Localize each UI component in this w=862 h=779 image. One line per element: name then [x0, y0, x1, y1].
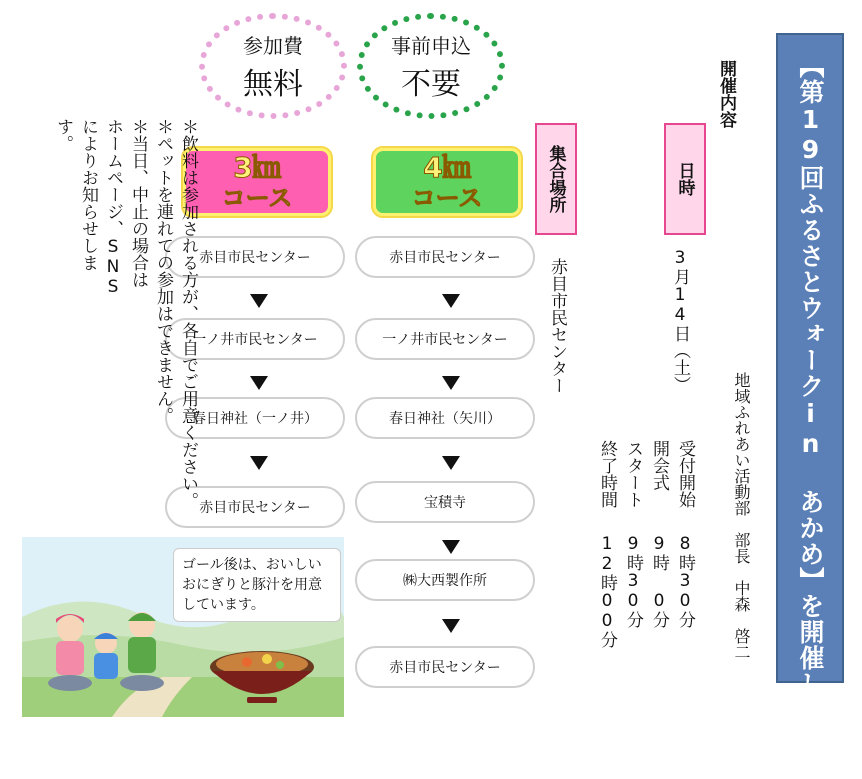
schedule-times	[594, 534, 698, 648]
course-4km-header	[373, 148, 521, 216]
schedule-time-start: 9時30分	[623, 534, 643, 628]
speech-bubble: ゴール後は、おいしい おにぎりと豚汁を用意 しています。	[173, 548, 341, 622]
schedule-time-end: 12時00分	[597, 534, 617, 648]
course-4km-stop: 赤目市民センター	[355, 646, 535, 688]
course-4km-distance: 4㎞	[423, 151, 471, 184]
schedule-labels	[594, 440, 698, 508]
registration-badge	[357, 13, 505, 119]
schedule-label-opening: 開会式	[649, 440, 669, 491]
down-arrow-icon	[442, 456, 460, 470]
fee-badge	[199, 13, 347, 119]
course-3km-stop: 赤目市民センター	[165, 236, 345, 278]
course-3km-distance: 3㎞	[233, 151, 281, 184]
course-4km-stop: ㈱大西製作所	[355, 559, 535, 601]
notes	[50, 118, 200, 528]
date-label-tag	[664, 123, 706, 235]
course-4km-stop: 赤目市民センター	[355, 236, 535, 278]
meeting-place-value: 赤目市民センター	[547, 258, 567, 394]
registration-badge-top: 事前申込	[391, 33, 471, 58]
down-arrow-icon	[250, 294, 268, 308]
registration-badge-bottom: 不要	[401, 66, 461, 102]
title-banner	[776, 33, 844, 779]
course-4km-stop: 宝積寺	[355, 481, 535, 523]
schedule-label-start: スタート	[623, 440, 643, 508]
down-arrow-icon	[442, 540, 460, 554]
note-cancellation: ＊当日、中止の場合はホームページ、SNSによりお知らせします。	[53, 118, 148, 297]
down-arrow-icon	[442, 619, 460, 633]
banner-title: 【第19回ふるさとウォークin あかめ】を開催します!	[796, 53, 825, 779]
schedule-time-opening: 9時 0分	[649, 534, 669, 628]
course-3km-label: コース	[221, 184, 293, 212]
course-4km-stop: 春日神社（矢川）	[355, 397, 535, 439]
date-label: 日時	[674, 162, 695, 196]
note-pets: ＊ペットを連れての参加はできません。	[153, 118, 173, 424]
down-arrow-icon	[250, 456, 268, 470]
meeting-place-label: 集合場所	[545, 145, 566, 213]
course-3km-header	[183, 148, 331, 216]
fee-badge-bottom: 無料	[243, 66, 303, 102]
down-arrow-icon	[442, 294, 460, 308]
down-arrow-icon	[442, 376, 460, 390]
organizer-signature: 地域ふれあい活動部 部長 中森 啓二	[732, 372, 751, 660]
fee-badge-top: 参加費	[243, 33, 303, 58]
schedule-label-reception: 受付開始	[675, 440, 695, 508]
course-4km-stop: 一ノ井市民センター	[355, 318, 535, 360]
course-3km-stop: 一ノ井市民センター	[165, 318, 345, 360]
course-3km-stop: 赤目市民センター	[165, 486, 345, 528]
meeting-place-tag	[535, 123, 577, 235]
date-value: 3月14日（土）	[670, 248, 690, 393]
note-drinks: ＊飲料は参加される方が、各自でご用意ください。	[178, 118, 198, 509]
down-arrow-icon	[250, 376, 268, 390]
details-heading: 開催内容	[716, 60, 736, 128]
schedule-label-end: 終了時間	[597, 440, 617, 508]
schedule-time-reception: 8時30分	[675, 534, 695, 628]
course-4km-label: コース	[411, 184, 483, 212]
course-3km-stop: 春日神社（一ノ井）	[165, 397, 345, 439]
